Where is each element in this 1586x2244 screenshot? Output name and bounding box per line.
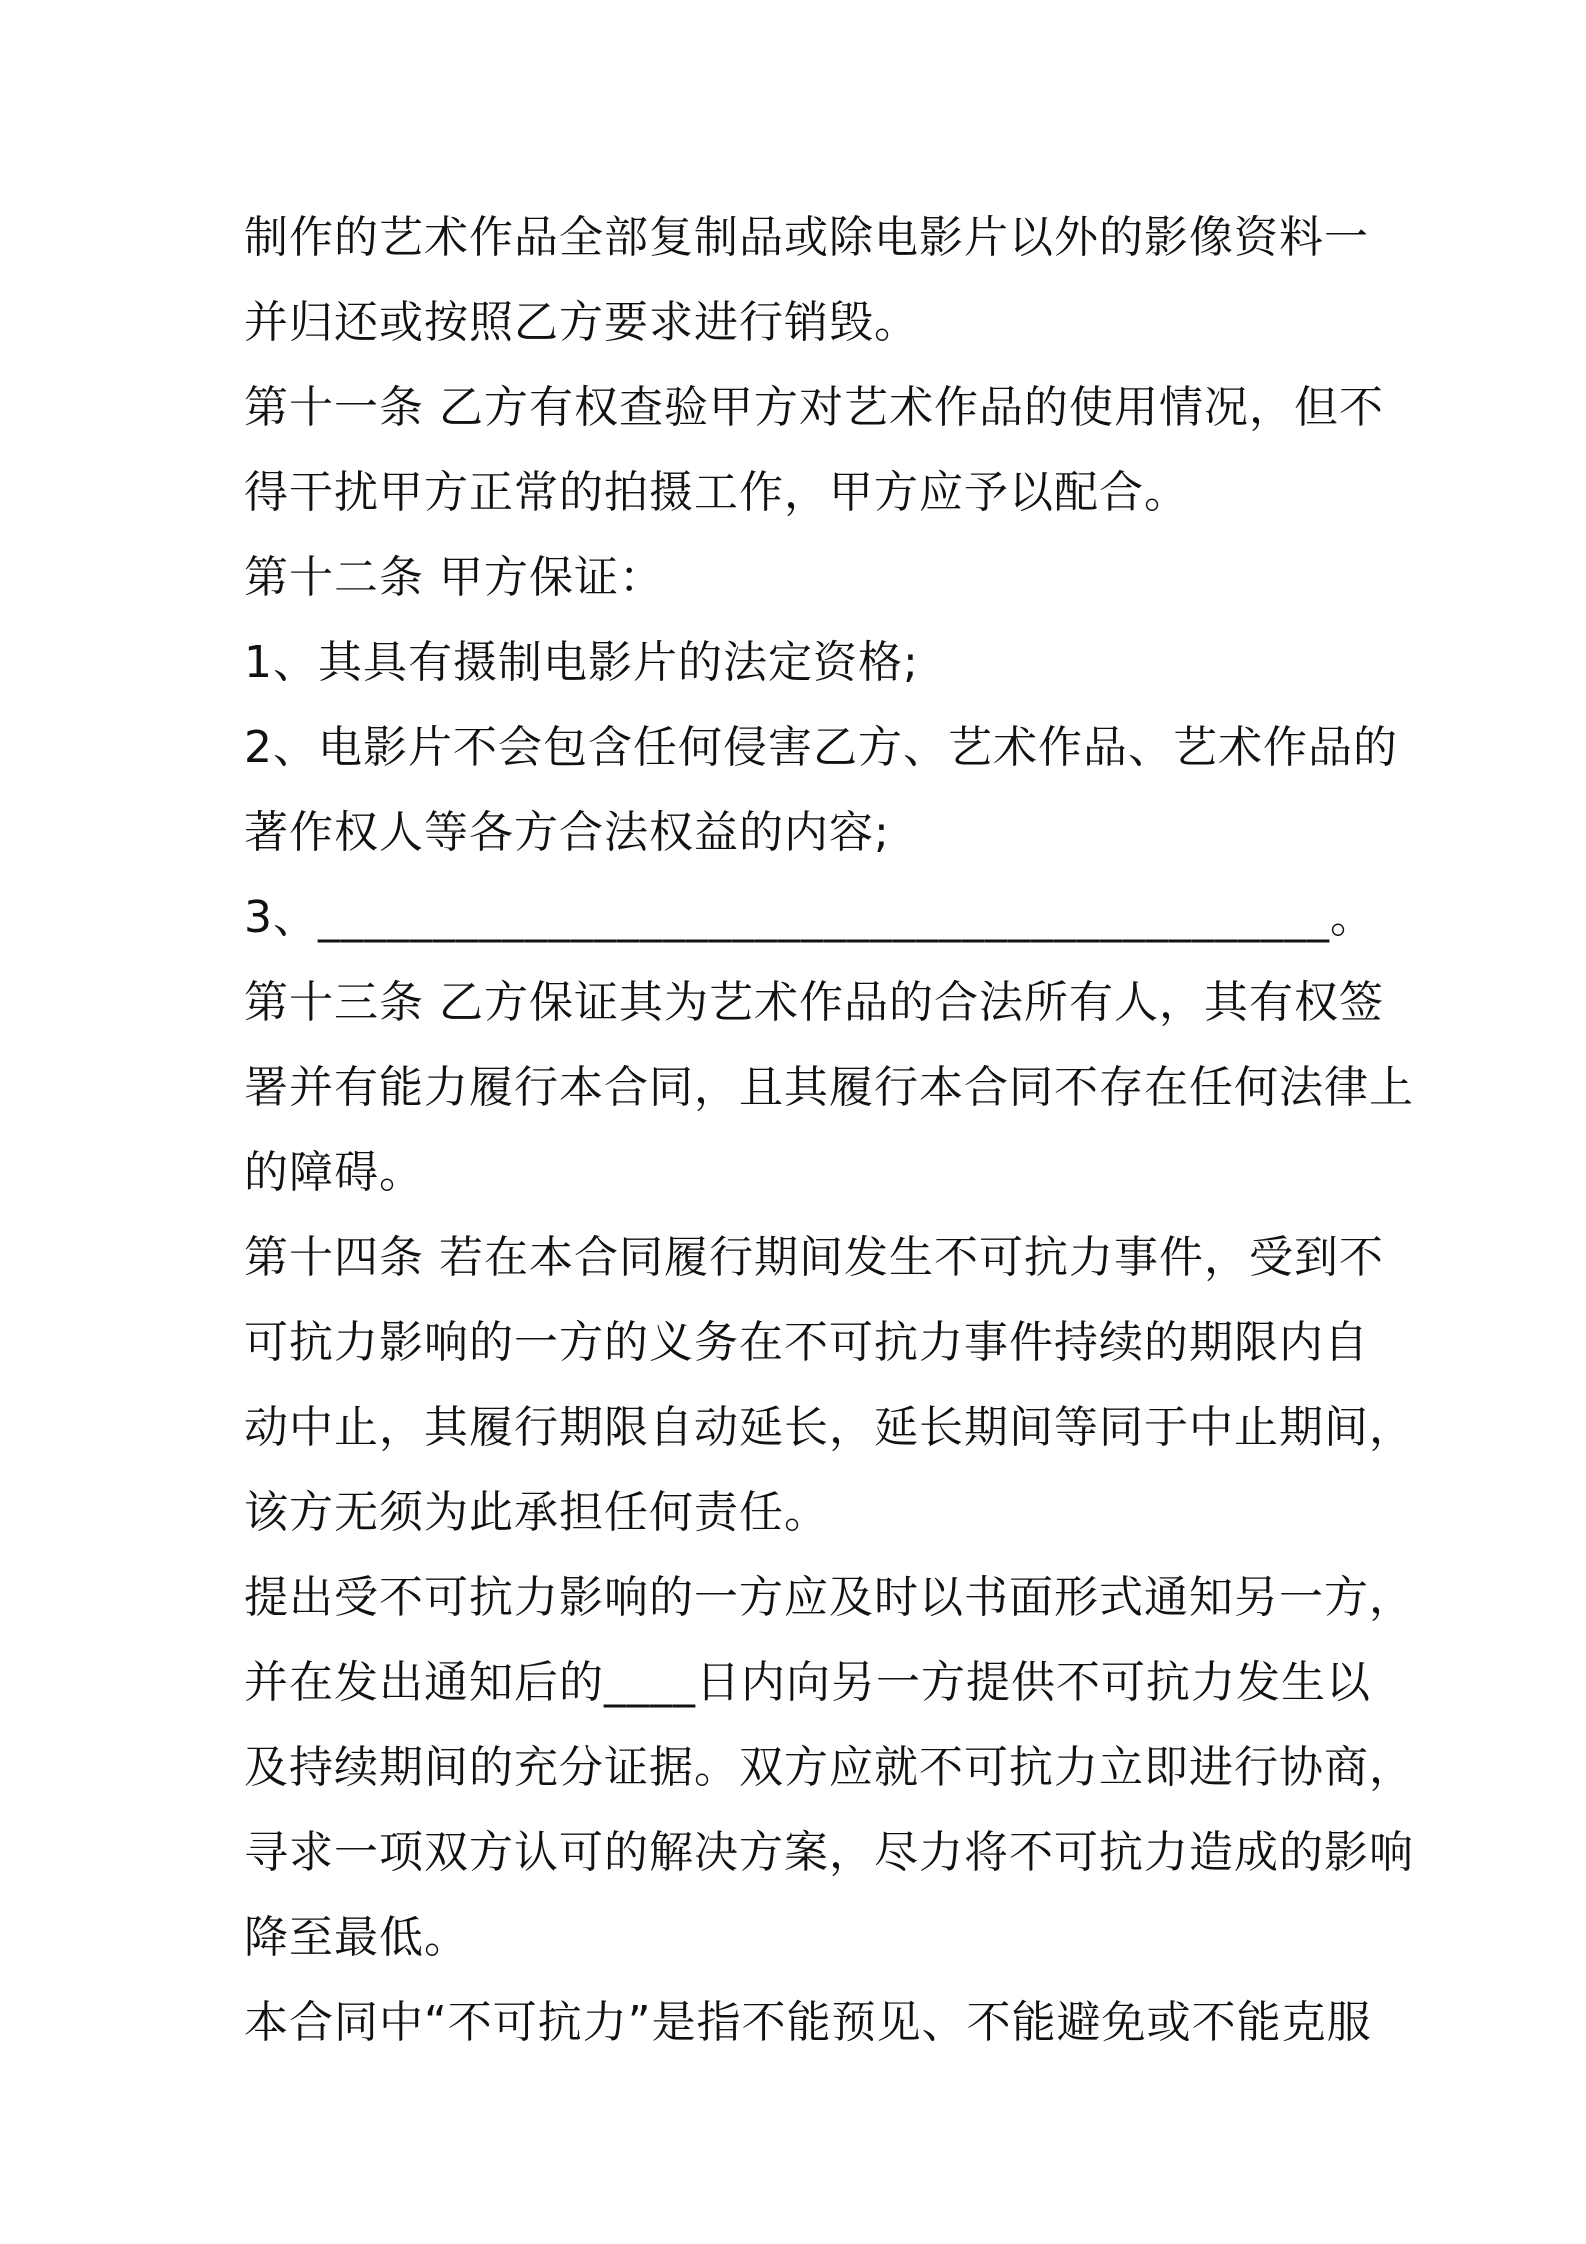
- text-line: 本合同中“不可抗力”是指不能预见、不能避免或不能克服: [244, 1997, 1372, 2048]
- text-line: 可抗力影响的一方的义务在不可抗力事件持续的期限内自: [244, 1317, 1369, 1368]
- text-line: 寻求一项双方认可的解决方案，尽力将不可抗力造成的影响: [244, 1827, 1414, 1878]
- text-line: 3、____________________________________________。: [244, 892, 1375, 943]
- text-line: 动中止，其履行期限自动延长，延长期间等同于中止期间，: [244, 1402, 1414, 1453]
- text-line: 第十二条 甲方保证：: [244, 552, 664, 603]
- text-line: 该方无须为此承担任何责任。: [244, 1487, 829, 1538]
- text-line: 的障碍。: [244, 1147, 424, 1198]
- text-line: 1、其具有摄制电影片的法定资格;: [244, 637, 919, 688]
- text-line: 署并有能力履行本合同，且其履行本合同不存在任何法律上: [244, 1062, 1414, 1113]
- text-line: 并在发出通知后的____日内向另一方提供不可抗力发生以: [244, 1657, 1371, 1708]
- text-line: 制作的艺术作品全部复制品或除电影片以外的影像资料一: [244, 212, 1369, 263]
- text-line: 2、电影片不会包含任何侵害乙方、艺术作品、艺术作品的: [244, 722, 1398, 773]
- text-line: 并归还或按照乙方要求进行销毁。: [244, 297, 919, 348]
- text-line: 著作权人等各方合法权益的内容;: [244, 807, 890, 858]
- text-line: 第十四条 若在本合同履行期间发生不可抗力事件，受到不: [244, 1232, 1384, 1283]
- text-line: 得干扰甲方正常的拍摄工作，甲方应予以配合。: [244, 467, 1189, 518]
- text-line: 提出受不可抗力影响的一方应及时以书面形式通知另一方，: [244, 1572, 1414, 1623]
- document-body: [244, 195, 1414, 2065]
- text-line: 降至最低。: [244, 1912, 469, 1963]
- text-line: 第十三条 乙方保证其为艺术作品的合法所有人，其有权签: [244, 977, 1384, 1028]
- text-line: 及持续期间的充分证据。双方应就不可抗力立即进行协商，: [244, 1742, 1414, 1793]
- text-line: 第十一条 乙方有权查验甲方对艺术作品的使用情况，但不: [244, 382, 1384, 433]
